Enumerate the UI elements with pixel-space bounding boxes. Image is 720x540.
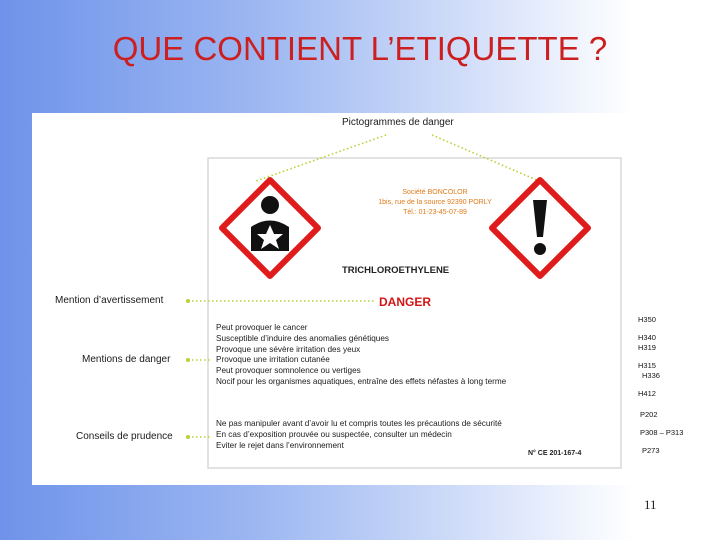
label-figure — [32, 113, 630, 485]
precautionary-label: Conseils de prudence — [76, 431, 173, 442]
code-p308-p313: P308 – P313 — [640, 428, 684, 437]
hazard-statement: Nocif pour les organismes aquatiques, entraîne des effets néfastes à long terme — [216, 376, 507, 386]
code-h315: H315 — [638, 361, 656, 370]
hazard-statements — [216, 323, 506, 388]
hazard-statement: Peut provoquer le cancer — [216, 323, 308, 332]
precautionary-statement: Eviter le rejet dans l’environnement — [216, 440, 344, 450]
ec-number: N° CE 201-167-4 — [528, 450, 582, 457]
pictograms-label: Pictogrammes de danger — [342, 117, 454, 128]
signal-word: DANGER — [379, 295, 432, 309]
hazard-statement: Provoque une irritation cutanée — [216, 355, 330, 365]
company-name: Société BONCOLOR — [402, 189, 468, 196]
code-h412: H412 — [638, 389, 656, 398]
hazard-statement: Provoque une sévère irritation des yeux — [216, 344, 361, 354]
code-h340: H340 — [638, 333, 656, 342]
precautionary-statement: Ne pas manipuler avant d’avoir lu et compris toutes les précautions de sécurité — [216, 419, 502, 428]
supplier-info — [360, 188, 510, 218]
code-h319: H319 — [638, 343, 656, 352]
signal-word-label: Mention d’avertissement — [55, 295, 164, 306]
code-p273: P273 — [642, 446, 660, 455]
code-p202: P202 — [640, 410, 658, 419]
hazard-statements-label: Mentions de danger — [82, 354, 171, 365]
substance-name: TRICHLOROETHYLENE — [342, 265, 450, 276]
slide-title: QUE CONTIENT L’ETIQUETTE ? — [112, 30, 608, 67]
callout-dots — [186, 299, 190, 439]
hazard-statement: Susceptible d’induire des anomalies génétiques — [216, 333, 389, 343]
precautionary-statements — [216, 419, 502, 451]
company-address: 1bis, rue de la source 92390 PORLY — [378, 199, 492, 206]
hazard-statement: Peut provoquer somnolence ou vertiges — [216, 366, 361, 376]
company-phone: Tél.: 01-23-45-07-89 — [403, 209, 467, 216]
precautionary-statement: En cas d’exposition prouvée ou suspectée, consulter un médecin — [216, 429, 452, 439]
code-h350: H350 — [638, 315, 656, 324]
code-h336: H336 — [642, 371, 660, 380]
page-number: 11 — [644, 497, 657, 512]
